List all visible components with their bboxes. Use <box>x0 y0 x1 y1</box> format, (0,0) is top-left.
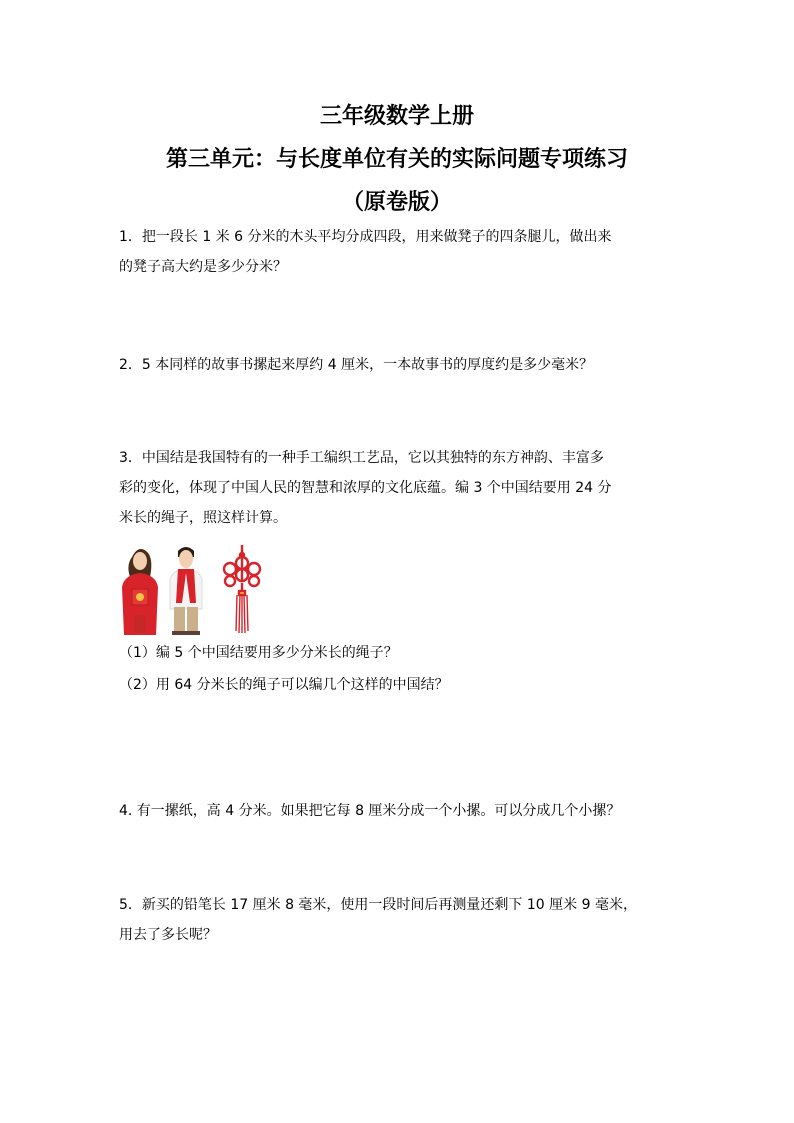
question-3-subquestion-1: （1）编 5 个中国结要用多少分米长的绳子？ <box>119 645 398 661</box>
question-4 <box>119 796 679 826</box>
man-figure-icon <box>170 547 202 635</box>
question-2 <box>119 350 679 380</box>
question-2-line-1: 2．5 本同样的故事书摞起来厚约 4 厘米，一本故事书的厚度约是多少毫米？ <box>119 357 594 373</box>
question-5-line-1: 5．新买的铅笔长 17 厘米 8 毫米，使用一段时间后再测量还剩下 10 厘米 9 毫米， <box>119 897 637 913</box>
chinese-knot-icon <box>224 545 260 633</box>
question-1-line-2: 的凳子高大约是多少分米？ <box>119 259 287 275</box>
question-3-line-1: 3．中国结是我国特有的一种手工编织工艺品，它以其独特的东方神韵、丰富多 <box>119 450 604 466</box>
document-title: 三年级数学上册 <box>319 104 474 129</box>
question-1-line-1: 1．把一段长 1 米 6 分米的木头平均分成四段，用来做凳子的四条腿儿，做出来 <box>119 229 612 245</box>
chinese-knot-couple-illustration <box>118 543 268 635</box>
question-5-line-2: 用去了多长呢？ <box>119 927 217 943</box>
question-4-line-1: 4. 有一摞纸，高 4 分米。如果把它每 8 厘米分成一个小摞。可以分成几个小摞？ <box>119 803 621 819</box>
question-3 <box>119 443 679 533</box>
document-subtitle: 第三单元：与长度单位有关的实际问题专项练习 <box>165 147 628 172</box>
question-3-line-2: 彩的变化，体现了中国人民的智慧和浓厚的文化底蕴。编 3 个中国结要用 24 分 <box>119 480 612 496</box>
document-version-label: （原卷版） <box>341 190 452 215</box>
question-3-line-3: 米长的绳子，照这样计算。 <box>119 510 287 526</box>
woman-figure-icon <box>122 549 158 635</box>
question-5 <box>119 890 679 950</box>
question-1 <box>119 222 679 282</box>
question-3-subquestion-2: （2）用 64 分米长的绳子可以编几个这样的中国结？ <box>119 677 449 693</box>
